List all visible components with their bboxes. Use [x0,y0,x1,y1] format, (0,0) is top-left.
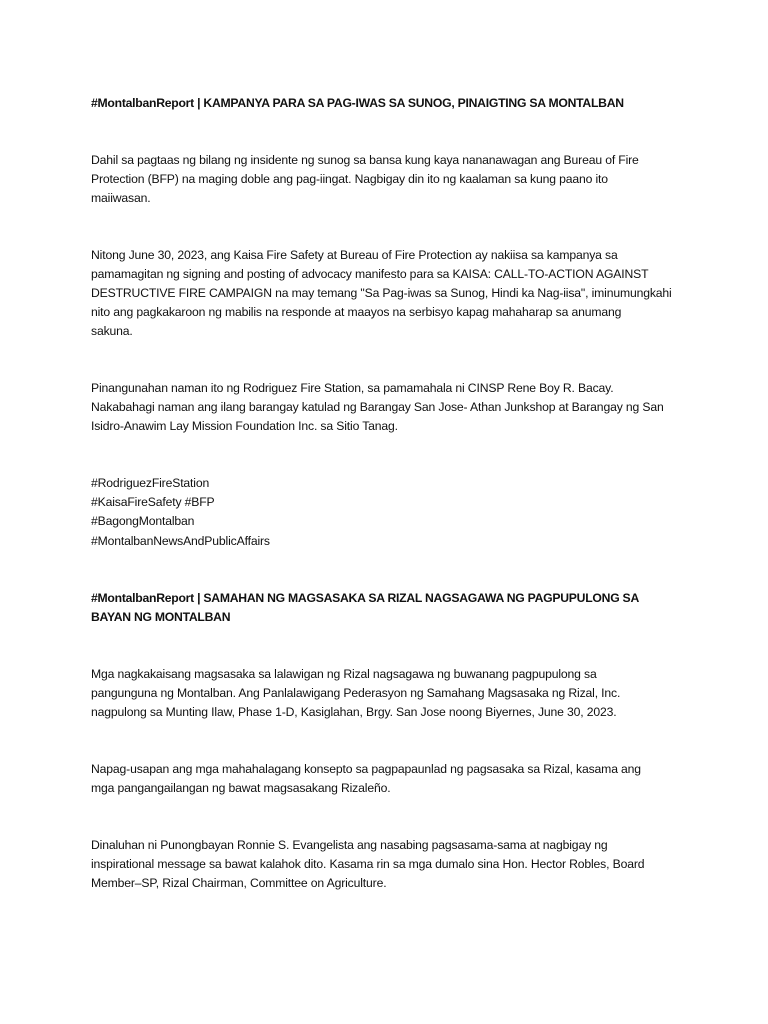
text-line: Dinaluhan ni Punongbayan Ronnie S. Evangelista ang nasabing pagsasama-sama at nagbigay ng [91,837,608,852]
text-line: pangunguna ng Montalban. Ang Panlalawigang Pederasyon ng Samahang Magsasaka ng Rizal, Inc. [91,685,621,700]
article1-headline-text: KAMPANYA PARA SA PAG-IWAS SA SUNOG, PINAIGTING SA MONTALBAN [203,96,624,110]
article1-paragraph-2 [91,246,681,341]
article2-headline [91,589,681,627]
article1-headline-tag: #MontalbanReport | [91,96,204,110]
text-line: sakuna. [91,324,133,338]
text-line: Protection (BFP) na maging doble ang pag-iingat. Nagbigay din ito ng kaalaman sa kung paano ito [91,172,608,186]
text-line: mga pangangailangan ng bawat magsasakang Rizaleño. [91,780,391,795]
article1-paragraph-1 [91,151,681,208]
text-line: nito ang pagkakaroon ng mabilis na responde at maayos na serbisyo kapag mahaharap sa anumang [91,305,622,319]
text-line: Nakabahagi naman ang ilang barangay katulad ng Barangay San Jose- Athan Junkshop at Barangay ng San [91,400,664,414]
text-line: pamamagitan ng signing and posting of advocacy manifesto para sa KAISA: CALL-TO-ACTION AGAINST [91,267,649,281]
hashtag: #BagongMontalban [91,514,195,529]
hashtag: #RodriguezFireStation [91,476,210,490]
text-line: DESTRUCTIVE FIRE CAMPAIGN na may temang "Sa Pag-iwas sa Sunog, Hindi ka Nag-iisa", iminumungkahi [91,286,672,300]
text-line: Napag-usapan ang mga mahahalagang konsepto sa pagpapaunlad ng pagsasaka sa Rizal, kasama ang [91,761,641,776]
text-line: Nitong June 30, 2023, ang Kaisa Fire Safety at Bureau of Fire Protection ay nakiisa sa kampanya sa [91,248,618,262]
text-line: Isidro-Anawim Lay Mission Foundation Inc. sa Sitio Tanag. [91,419,398,433]
article2-paragraph-2 [91,760,681,798]
text-line: inspirational message sa bawat kalahok dito. Kasama rin sa mga dumalo sina Hon. Hector Robles, Board [91,856,645,871]
article1-headline [91,94,681,113]
article1-hashtags [91,474,681,551]
hashtag: #MontalbanNewsAndPublicAffairs [91,533,270,548]
article2-headline-text: SAMAHAN NG MAGSASAKA SA RIZAL NAGSAGAWA NG PAGPUPULONG SA [203,590,639,605]
text-line: Mga nagkakaisang magsasaka sa lalawigan ng Rizal nagsagawa ng buwanang pagpupulong sa [91,666,597,681]
text-line: nagpulong sa Munting Ilaw, Phase 1-D, Kasiglahan, Brgy. San Jose noong Biyernes, June 30, 2023. [91,704,617,719]
text-line: Pinangunahan naman ito ng Rodriguez Fire Station, sa pamamahala ni CINSP Rene Boy R. Bacay. [91,381,614,395]
article2-headline-line2: BAYAN NG MONTALBAN [91,609,231,624]
hashtag: #KaisaFireSafety #BFP [91,495,215,510]
text-line: Dahil sa pagtaas ng bilang ng insidente ng sunog sa bansa kung kaya nananawagan ang Bureau of Fire [91,153,639,167]
article1-paragraph-3 [91,379,681,436]
article2-paragraph-3 [91,836,681,893]
article2-paragraph-1 [91,665,681,722]
text-line: maiiwasan. [91,191,151,205]
article2-headline-tag: #MontalbanReport | [91,590,204,605]
document-body [91,94,681,893]
text-line: Member–SP, Rizal Chairman, Committee on Agriculture. [91,875,387,890]
